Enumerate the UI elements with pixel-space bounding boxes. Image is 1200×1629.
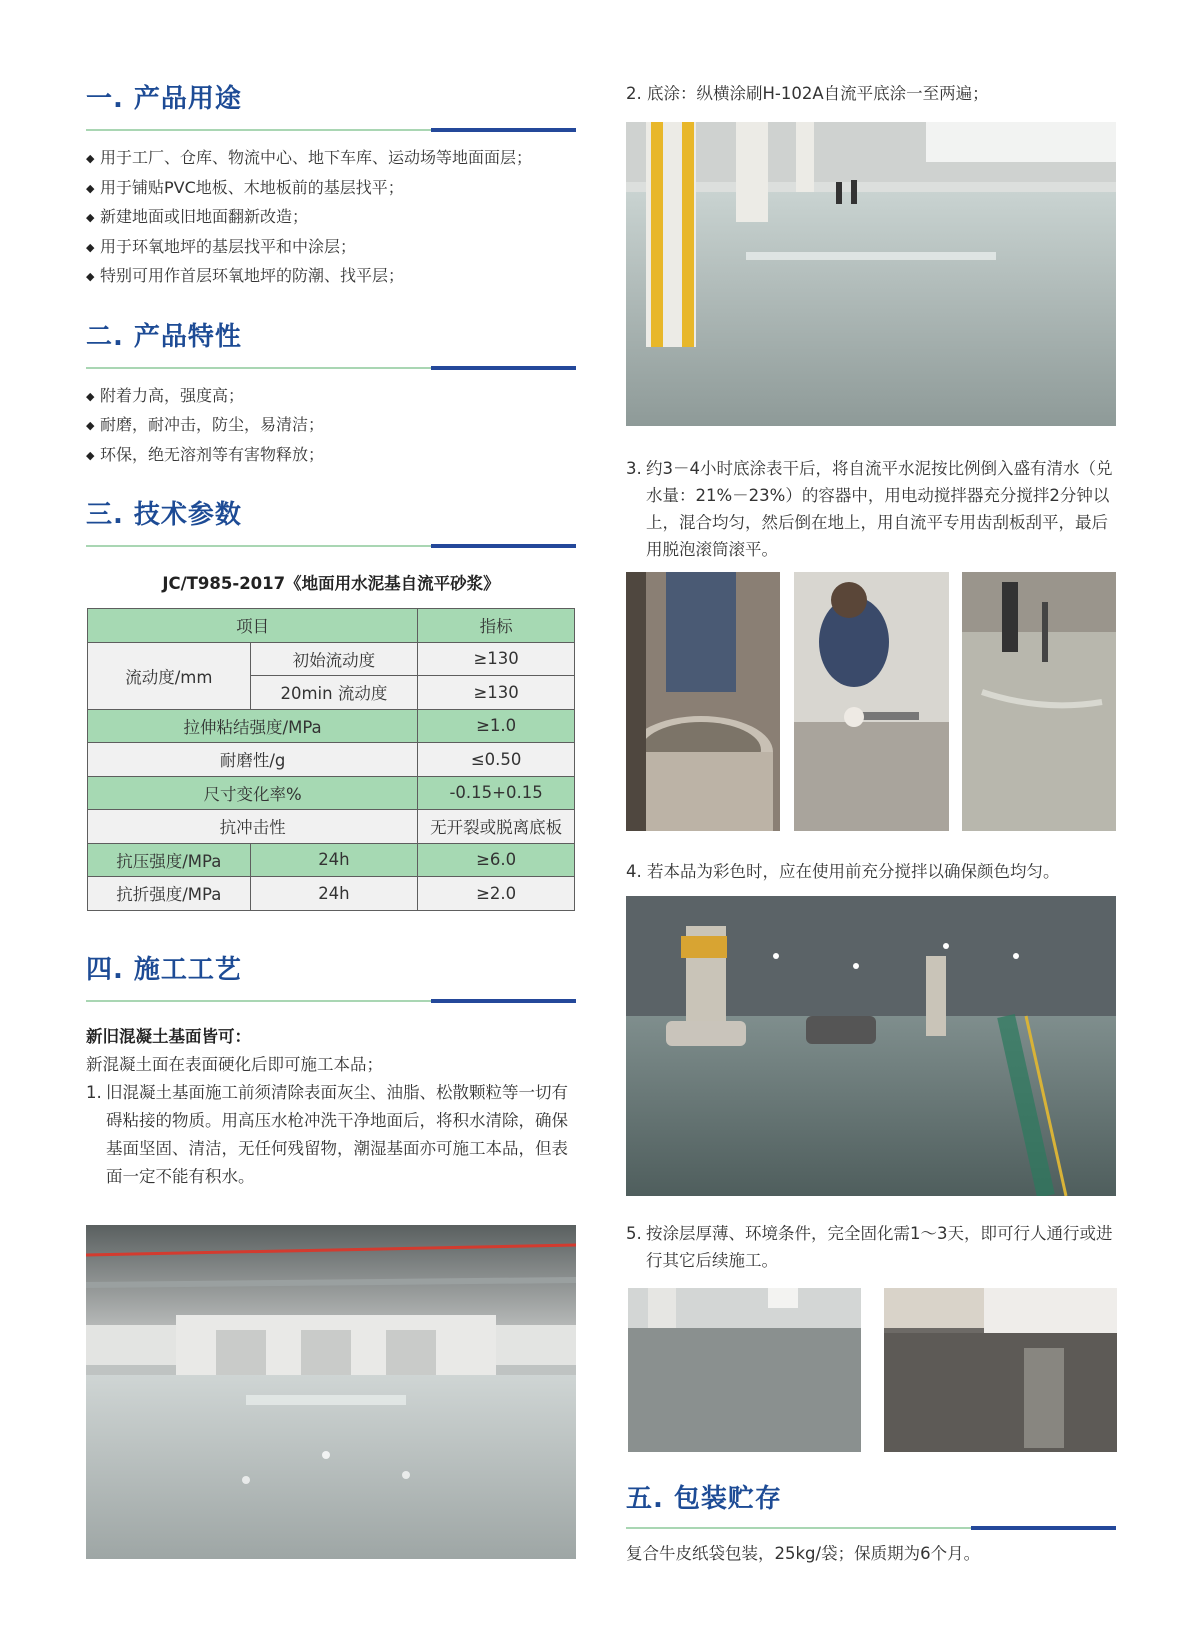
section-divider bbox=[86, 366, 576, 370]
table-row bbox=[88, 843, 575, 877]
features-list bbox=[86, 382, 576, 471]
table-header-index: 指标 bbox=[418, 609, 575, 643]
section-title-usage: 一. 产品用途 bbox=[86, 84, 242, 114]
table-cell: 无开裂或脱离底板 bbox=[418, 810, 575, 844]
diamond-bullet-icon: ◆ bbox=[86, 448, 95, 462]
standard-title: JC/T985-2017《地面用水泥基自流平砂浆》 bbox=[162, 574, 500, 593]
section-title-packaging: 五. 包装贮存 bbox=[626, 1484, 782, 1514]
table-cell: ≥1.0 bbox=[418, 709, 575, 743]
packaging-section bbox=[626, 1480, 1116, 1568]
usage-list bbox=[86, 144, 576, 292]
list-item: ◆ 耐磨，耐冲击，防尘，易清洁； bbox=[86, 411, 576, 441]
table-cell: 抗压强度/MPa bbox=[88, 843, 251, 877]
table-cell: 拉伸粘结强度/MPa bbox=[88, 709, 418, 743]
table-cell: 抗冲击性 bbox=[88, 810, 418, 844]
diamond-bullet-icon: ◆ bbox=[86, 270, 95, 283]
section-divider bbox=[86, 128, 576, 132]
list-item: ◆ 特别可用作首层环氧地坪的防潮、找平层； bbox=[86, 262, 576, 292]
list-item: ◆ 用于环氧地坪的基层找平和中涂层； bbox=[86, 233, 576, 263]
packaging-text: 复合牛皮纸袋包装，25kg/袋；保质期为6个月。 bbox=[626, 1544, 981, 1563]
parking-garage-photo bbox=[626, 896, 1116, 1196]
section-divider bbox=[86, 544, 576, 548]
construction-step-1: 1. 旧混凝土基面施工前须清除表面灰尘、油脂、松散颗粒等一切有碍粘接的物质。用高压水枪冲洗干净地面后，将积水清除，确保基面坚固、清洁，无任何残留物，潮湿基面亦可施工本品，但表面一定不能有积水。 bbox=[86, 1082, 568, 1186]
mixing-bucket-photo bbox=[626, 572, 780, 831]
step-5-text: 5. 按涂层厚薄、环境条件，完全固化需1～3天，即可行人通行或进行其它后续施工。 bbox=[626, 1224, 1113, 1270]
table-cell: ≥2.0 bbox=[418, 877, 575, 911]
diamond-bullet-icon: ◆ bbox=[86, 240, 95, 254]
table-cell: 24h bbox=[250, 877, 418, 911]
table-cell: ≤0.50 bbox=[418, 743, 575, 777]
diamond-bullet-icon: ◆ bbox=[86, 152, 95, 165]
left-column bbox=[86, 80, 576, 1191]
section-title-construction: 四. 施工工艺 bbox=[86, 954, 242, 985]
section-title-tech-params: 三. 技术参数 bbox=[86, 500, 242, 530]
table-cell: ≥130 bbox=[418, 676, 575, 710]
section-divider bbox=[86, 999, 576, 1003]
section-title-features: 二. 产品特性 bbox=[86, 321, 242, 352]
table-header-row bbox=[88, 609, 575, 643]
pouring-floor-photo bbox=[962, 572, 1116, 831]
table-cell: 尺寸变化率% bbox=[88, 776, 418, 810]
step-3-text: 3. 约3－4小时底涂表干后，将自流平水泥按比例倒入盛有清水（兑水量：21%－23%）的容器中，用电动搅拌器充分搅拌2分钟以上，混合均匀，然后倒在地上，用自流平专用齿刮板刮平，最后用脱泡滚筒滚平。 bbox=[626, 459, 1113, 559]
diamond-bullet-icon: ◆ bbox=[86, 389, 95, 403]
table-row bbox=[88, 810, 575, 844]
trowel-leveling-photo bbox=[794, 572, 949, 831]
diamond-bullet-icon: ◆ bbox=[86, 211, 95, 224]
table-cell: ≥6.0 bbox=[418, 843, 575, 877]
table-cell: 流动度/mm bbox=[88, 642, 251, 709]
table-cell: 抗折强度/MPa bbox=[88, 877, 251, 911]
table-cell: 24h bbox=[250, 843, 418, 877]
table-row bbox=[88, 877, 575, 911]
table-header-item: 项目 bbox=[88, 609, 418, 643]
table-row bbox=[88, 642, 575, 676]
step-4-text: 4. 若本品为彩色时，应在使用前充分搅拌以确保颜色均匀。 bbox=[626, 862, 1060, 881]
table-row bbox=[88, 776, 575, 810]
cured-floor-photo-2 bbox=[884, 1288, 1117, 1452]
cured-floor-photo-1 bbox=[628, 1288, 861, 1452]
table-cell: -0.15+0.15 bbox=[418, 776, 575, 810]
table-cell: 耐磨性/g bbox=[88, 743, 418, 777]
diamond-bullet-icon: ◆ bbox=[86, 419, 95, 432]
construction-line: 新混凝土面在表面硬化后即可施工本品； bbox=[86, 1054, 383, 1074]
list-item: ◆ 附着力高，强度高； bbox=[86, 382, 576, 412]
table-cell: 初始流动度 bbox=[250, 642, 418, 676]
list-item: ◆ 用于工厂、仓库、物流中心、地下车库、运动场等地面面层； bbox=[86, 144, 576, 174]
construction-subtitle: 新旧混凝土基面皆可： bbox=[86, 1026, 251, 1046]
table-cell: ≥130 bbox=[418, 642, 575, 676]
list-item: ◆ 环保，绝无溶剂等有害物释放； bbox=[86, 441, 576, 471]
table-row bbox=[88, 709, 575, 743]
section-divider bbox=[626, 1526, 1116, 1530]
list-item: ◆ 新建地面或旧地面翻新改造； bbox=[86, 203, 576, 233]
list-item: ◆ 用于铺贴PVC地板、木地板前的基层找平； bbox=[86, 174, 576, 204]
warehouse-floor-photo bbox=[86, 1225, 576, 1559]
primer-floor-photo bbox=[626, 122, 1116, 426]
table-cell: 20min 流动度 bbox=[250, 676, 418, 710]
step-2-text: 2. 底涂：纵横涂刷H-102A自流平底涂一至两遍； bbox=[626, 84, 989, 103]
spec-table bbox=[87, 608, 575, 911]
diamond-bullet-icon: ◆ bbox=[86, 181, 95, 195]
table-row bbox=[88, 743, 575, 777]
